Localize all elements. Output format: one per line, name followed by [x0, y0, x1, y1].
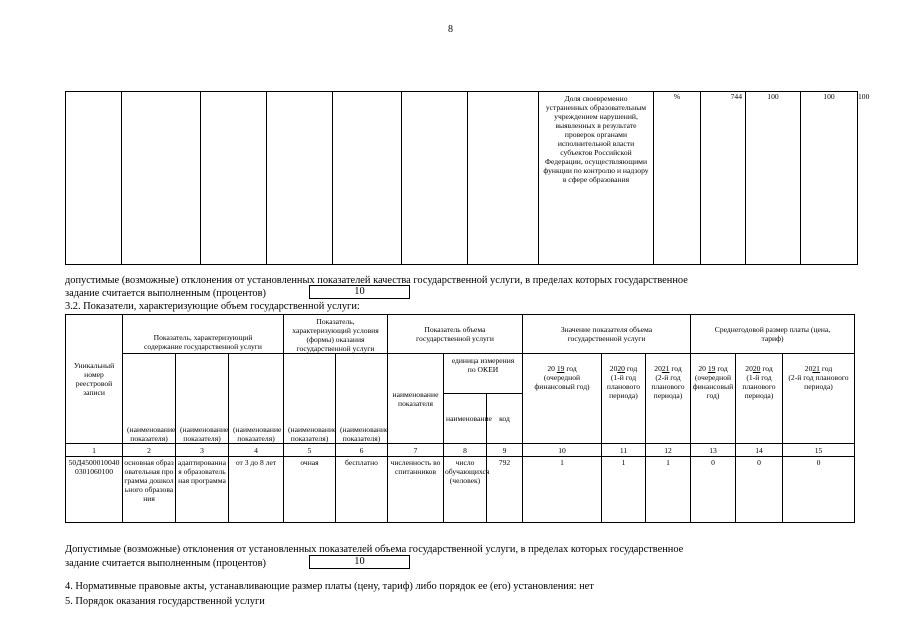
page-number: 8: [448, 24, 453, 35]
deviation-quality-text-2: задание считается выполненным (процентов): [65, 288, 266, 299]
table-row: [66, 457, 855, 523]
cell-value-3: 1: [646, 457, 691, 523]
header-okei: единица измерения по ОКЕИ: [444, 354, 523, 394]
year-3-desc: (2-й год планового периода): [651, 373, 685, 400]
column-number: 8: [444, 444, 487, 457]
column-number: 1: [66, 444, 123, 457]
fee-year-1-prefix: 20: [698, 364, 706, 373]
year-2-number: 20: [617, 364, 625, 373]
year-2-suffix: год: [626, 364, 638, 373]
deviation-volume-value: 10: [309, 555, 410, 569]
year-2-prefix: 20: [609, 364, 618, 373]
header-value: Значение показателя объема государственной услуги: [523, 315, 691, 354]
header-fee: Среднегодовой размер платы (цена, тариф): [691, 315, 855, 354]
cell-content-1: основная образовательная программа дошкольного образования: [123, 457, 176, 523]
header-conditions-2: (наименование показателя): [336, 354, 388, 444]
indicator-name: Доля своевременно устраненных образовательным учреждением нарушений, выявленных в результате проверок органами исполнительной власти субъектов Российской Федерации, осуществляющими функции по контролю и надзору в сфере образования: [539, 92, 654, 265]
year-3-prefix: 20: [654, 364, 662, 373]
cell-volume-name: численность воспитанников: [388, 457, 444, 523]
column-number: 3: [176, 444, 229, 457]
fee-year-3-suffix: год: [821, 364, 833, 373]
cell-condition-2: бесплатно: [336, 457, 388, 523]
deviation-quality-value: 10: [309, 285, 410, 299]
column-number: 10: [523, 444, 602, 457]
year-1-prefix: 20: [547, 364, 555, 373]
header-volume-name: наименование показателя: [388, 354, 444, 444]
year-3-suffix: год: [671, 364, 682, 373]
item-4-text: 4. Нормативные правовые акты, устанавливающие размер платы (цену, тариф) либо порядок ее (его) установления: нет: [65, 581, 594, 592]
fee-year-2-number: 20: [752, 364, 761, 373]
header-conditions-1: (наименование показателя): [284, 354, 336, 444]
cell-value-1: 1: [523, 457, 602, 523]
deviation-volume-text: Допустимые (возможные) отклонения от установленных показателей объема государственной услуги, в пределах которых государственное: [65, 544, 684, 555]
year-1-number: 19: [556, 364, 565, 373]
year-1-desc: (очередной финансовый год): [534, 373, 590, 391]
header-content-2: (наименование показателя): [176, 354, 229, 444]
column-number: 11: [602, 444, 646, 457]
fee-year-1-desc: (очередной финансовый год): [692, 373, 734, 400]
indicator-value-1: 100: [746, 92, 801, 265]
header-content-1: (наименование показателя): [123, 354, 176, 444]
column-number: 9: [487, 444, 523, 457]
volume-indicators-table: [65, 314, 855, 523]
column-number: 12: [646, 444, 691, 457]
cell-okei-code: 792: [487, 457, 523, 523]
cell-condition-1: очная: [284, 457, 336, 523]
fee-year-3-desc: (2-й год планового периода): [788, 373, 849, 391]
fee-year-3-number: 21: [812, 364, 820, 373]
cell-fee-1: 0: [691, 457, 736, 523]
year-1-suffix: год: [566, 364, 577, 373]
fee-year-2-prefix: 20: [745, 364, 753, 373]
quality-indicators-table: [65, 91, 870, 265]
column-number: 6: [336, 444, 388, 457]
column-number: 5: [284, 444, 336, 457]
indicator-okei: 744: [701, 92, 746, 265]
header-volume: Показатель объема государственной услуги: [388, 315, 523, 354]
deviation-quality-text: допустимые (возможные) отклонения от установленных показателей качества государственной услуги, в пределах которых государственное: [65, 275, 688, 286]
indicator-value-2: 100: [801, 92, 858, 265]
cell-content-3: от 3 до 8 лет: [229, 457, 284, 523]
cell-value-2: 1: [602, 457, 646, 523]
header-okei-code: код: [487, 394, 523, 444]
cell-fee-3: 0: [783, 457, 855, 523]
fee-year-3-prefix: 20: [804, 364, 813, 373]
column-number: 2: [123, 444, 176, 457]
year-3-number: 21: [661, 364, 670, 373]
item-5-text: 5. Порядок оказания государственной услуги: [65, 596, 265, 607]
column-number: 4: [229, 444, 284, 457]
header-content-3: (наименование показателя): [229, 354, 284, 444]
column-number: 15: [783, 444, 855, 457]
cell-unique-number: 50Д45000100400301060100: [66, 457, 123, 523]
cell-okei-name: число обучающихся (человек): [444, 457, 487, 523]
table-row: Доля своевременно устраненных образовательным учреждением нарушений, выявленных в результате проверок органами исполнительной власти субъектов Российской Федерации, осуществляющими функции по контролю и надзору в сфере образования % 744 100 100 100: [66, 92, 858, 265]
year-2-desc: (1-й год планового периода): [606, 373, 641, 400]
fee-year-2-suffix: год: [762, 364, 773, 373]
indicator-unit: %: [654, 92, 701, 265]
column-number: 7: [388, 444, 444, 457]
header-content: Показатель, характеризующий содержание государственной услуги: [123, 315, 284, 354]
column-numbers-row: [66, 444, 855, 457]
column-number: 13: [691, 444, 736, 457]
deviation-volume-text-2: задание считается выполненным (процентов): [65, 558, 266, 569]
fee-year-1-number: 19: [707, 364, 716, 373]
cell-fee-2: 0: [736, 457, 783, 523]
header-conditions: Показатель, характеризующий условия (формы) оказания государственной услуги: [284, 315, 388, 354]
cell-content-2: адаптированная образовательная программа: [176, 457, 229, 523]
fee-year-2-desc: (1-й год планового периода): [742, 373, 776, 400]
fee-year-1-suffix: год: [717, 364, 728, 373]
header-okei-name: наименование: [444, 394, 487, 444]
column-number: 14: [736, 444, 783, 457]
header-unique-number: Уникальный номер реестровой записи: [66, 315, 123, 444]
section-title: 3.2. Показатели, характеризующие объем государственной услуги:: [65, 301, 360, 312]
